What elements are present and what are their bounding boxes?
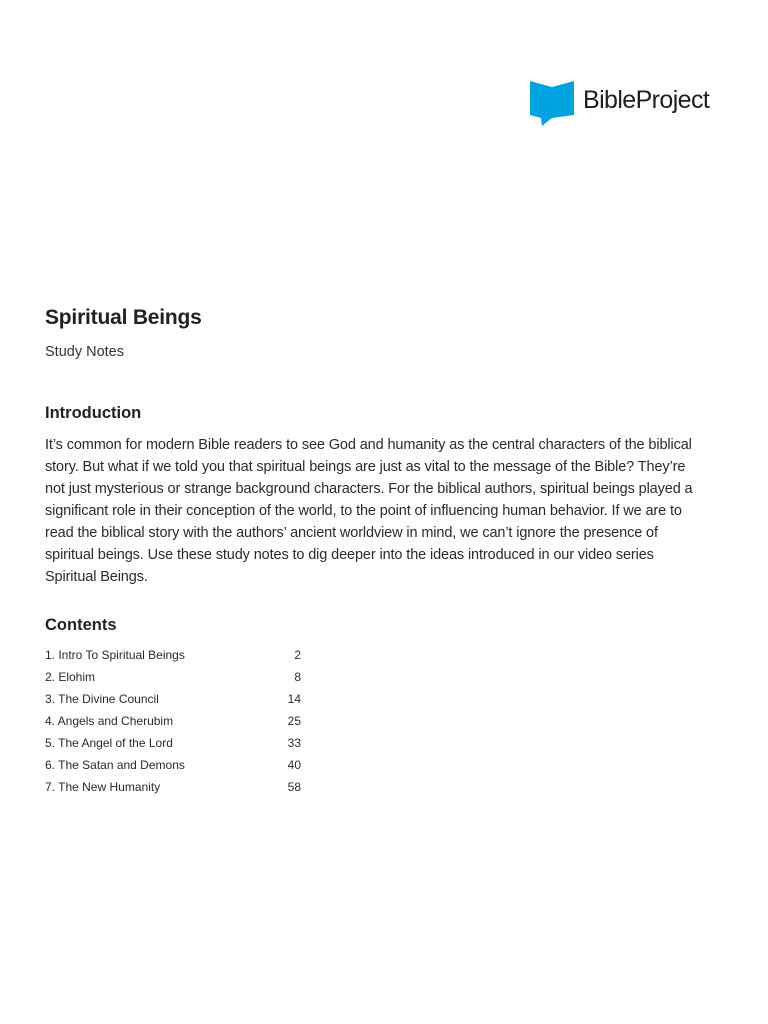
toc-item[interactable] [45, 644, 301, 666]
toc-item[interactable] [45, 776, 301, 798]
toc-item-label: 4. Angels and Cherubim [45, 714, 174, 728]
toc-item[interactable] [45, 688, 301, 710]
introduction-heading: Introduction [45, 404, 142, 422]
toc-item-page: 2 [294, 648, 301, 662]
document-title: Spiritual Beings [45, 306, 202, 329]
toc-item-label: 1. Intro To Spiritual Beings [45, 648, 185, 662]
toc-item-label: 5. The Angel of the Lord [45, 736, 173, 750]
toc-item-page: 25 [287, 714, 301, 728]
brand-logo [530, 80, 709, 126]
toc-item-page: 58 [287, 780, 301, 794]
toc-item-page: 14 [287, 692, 301, 706]
table-of-contents [45, 644, 301, 798]
toc-item[interactable] [45, 710, 301, 732]
toc-item-label: 3. The Divine Council [45, 692, 159, 706]
toc-item-page: 33 [287, 736, 301, 750]
toc-item-label: 7. The New Humanity [45, 780, 161, 794]
introduction-body: It’s common for modern Bible readers to see God and humanity as the central characters of the biblical story. But what if we told you that spiritual beings are just as vital to the message of the Bible? They’re not just mysterious or strange background characters. For the biblical authors, spiritual beings played a significant role in their conception of the world, to the point of influencing human behavior. If we are to read the biblical story with the authors’ ancient worldview in mind, we can’t ignore the presence of spiritual beings. Use these study notes to dig deeper into the ideas introduced in our video series Spiritual Beings. [45, 437, 693, 585]
toc-item[interactable] [45, 666, 301, 688]
toc-item[interactable] [45, 732, 301, 754]
toc-item-label: 2. Elohim [45, 670, 96, 684]
bible-project-logo-icon [530, 80, 574, 126]
toc-item-page: 40 [287, 758, 301, 772]
toc-item[interactable] [45, 754, 301, 776]
contents-heading: Contents [45, 616, 117, 634]
toc-item-label: 6. The Satan and Demons [45, 758, 185, 772]
document-subtitle: Study Notes [45, 344, 124, 360]
brand-name: BibleProject [583, 86, 710, 114]
toc-item-page: 8 [294, 670, 301, 684]
